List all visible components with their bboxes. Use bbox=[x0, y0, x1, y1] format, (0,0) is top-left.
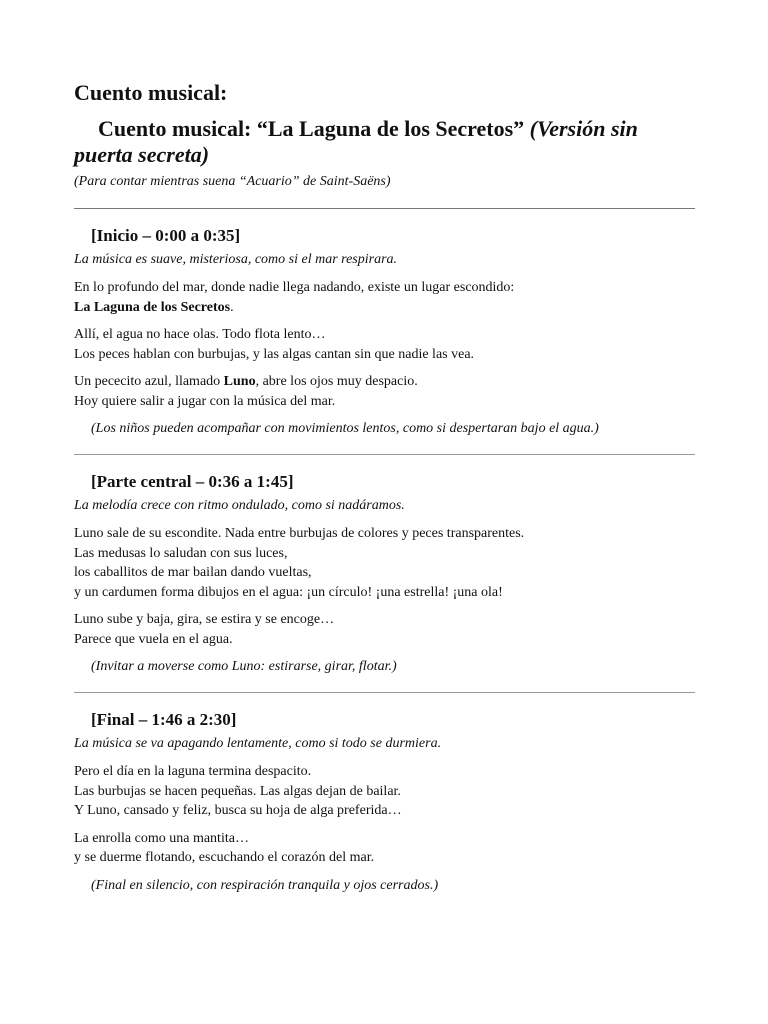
document-label: Cuento musical: bbox=[74, 80, 228, 105]
section-description: La música es suave, misteriosa, como si el mar respirara. bbox=[74, 252, 398, 267]
text-line: Allí, el agua no hace olas. Todo flota lento… bbox=[74, 327, 326, 342]
bold-text: Luno bbox=[223, 374, 256, 389]
section-final bbox=[74, 709, 694, 896]
text-line: y un cardumen forma dibujos en el agua: ¡un círculo! ¡una estrella! ¡una ola! bbox=[74, 584, 503, 600]
text-line: los caballitos de mar bailan dando vueltas, bbox=[74, 565, 312, 580]
section-heading: [Parte central – 0:36 a 1:45] bbox=[91, 472, 294, 491]
text-line: Luno sale de su escondite. Nada entre burbujas de colores y peces transparentes. bbox=[74, 526, 525, 541]
section-description: La melodía crece con ritmo ondulado, como si nadáramos. bbox=[74, 498, 405, 513]
paragraph bbox=[74, 524, 694, 602]
paragraph bbox=[74, 610, 694, 649]
text-line: Hoy quiere salir a jugar con la música del mar. bbox=[74, 393, 336, 409]
paragraph bbox=[74, 325, 694, 364]
text-line: Las burbujas se hacen pequeñas. Las algas dejan de bailar. bbox=[74, 783, 401, 799]
divider bbox=[74, 208, 695, 209]
section-inicio bbox=[74, 225, 694, 439]
story-title-version: (Versión sin puerta secreta) bbox=[74, 116, 638, 167]
section-note: (Final en silencio, con respiración tranquila y ojos cerrados.) bbox=[91, 877, 439, 893]
text-line: La enrolla como una mantita… bbox=[74, 830, 249, 846]
bold-text: La Laguna de los Secretos bbox=[74, 299, 231, 315]
section-heading: [Final – 1:46 a 2:30] bbox=[91, 710, 237, 729]
divider bbox=[74, 692, 695, 693]
section-description: La música se va apagando lentamente, como si todo se durmiera. bbox=[74, 736, 442, 751]
story-subtitle: (Para contar mientras suena “Acuario” de Saint-Saëns) bbox=[74, 174, 391, 189]
section-heading: [Inicio – 0:00 a 0:35] bbox=[91, 226, 241, 245]
text-line: En lo profundo del mar, donde nadie llega nadando, existe un lugar escondido: bbox=[74, 280, 515, 295]
text-line: Los peces hablan con burbujas, y las algas cantan sin que nadie las vea. bbox=[74, 346, 475, 362]
text-fragment: Un pececito azul, llamado bbox=[74, 374, 224, 389]
text-line: Luno sube y baja, gira, se estira y se encoge… bbox=[74, 612, 335, 627]
divider bbox=[74, 454, 695, 455]
text-fragment: , abre los ojos muy despacio. bbox=[255, 374, 418, 389]
text-line bbox=[74, 298, 694, 318]
paragraph bbox=[74, 278, 694, 317]
text-line: Y Luno, cansado y feliz, busca su hoja de alga preferida… bbox=[74, 803, 402, 818]
section-note: (Invitar a moverse como Luno: estirarse, girar, flotar.) bbox=[91, 659, 397, 674]
text-line: y se duerme flotando, escuchando el corazón del mar. bbox=[74, 850, 375, 865]
paragraph bbox=[74, 829, 694, 868]
section-note: (Los niños pueden acompañar con movimientos lentos, como si despertaran bajo el agua.) bbox=[91, 421, 599, 436]
text-line: Pero el día en la laguna termina despacito. bbox=[74, 764, 312, 779]
text-line: Parece que vuela en el agua. bbox=[74, 631, 233, 647]
text-line: Las medusas lo saludan con sus luces, bbox=[74, 545, 288, 561]
story-title bbox=[74, 116, 694, 168]
paragraph bbox=[74, 762, 694, 821]
text-fragment: . bbox=[230, 299, 234, 315]
text-line bbox=[74, 372, 694, 392]
story-title-main: Cuento musical: “La Laguna de los Secretos” bbox=[98, 116, 525, 141]
paragraph bbox=[74, 372, 694, 411]
section-central bbox=[74, 471, 694, 677]
